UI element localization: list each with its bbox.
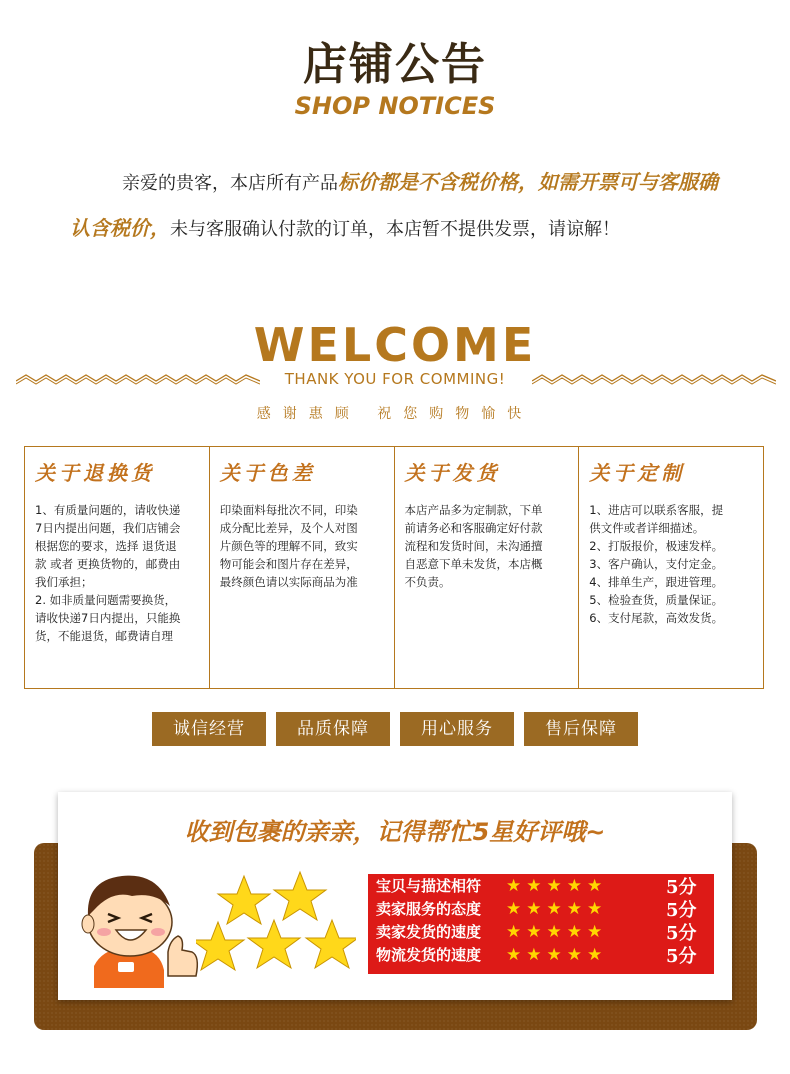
notice-highlight: 标价都是不含税价格，如需开票可与客服确认含税价， (70, 170, 718, 240)
policy-box-returns (25, 447, 210, 688)
badge-after-sales: 售后保障 (524, 712, 638, 746)
policy-box-shipping (395, 447, 580, 688)
page-subtitle: SHOP NOTICES (294, 92, 496, 120)
badge-quality: 品质保障 (276, 712, 390, 746)
rating-row (368, 943, 714, 966)
rating-stars: ★★★★★ (506, 944, 608, 965)
policy-box-text: 本店产品多为定制款，下单 前请务必和客服确定好付款 流程和发货时间，未沟通擅 自恶意下单未发货，本店概 不负责。 (404, 503, 543, 589)
rating-label: 卖家发货的速度 (376, 923, 482, 941)
policy-boxes (24, 446, 764, 689)
rating-stars: ★★★★★ (506, 898, 608, 919)
rating-row (368, 897, 714, 920)
rating-row (368, 874, 714, 897)
rating-table (368, 874, 714, 974)
policy-box-customization (579, 447, 763, 688)
welcome-title: WELCOME (253, 318, 537, 372)
rating-row (368, 920, 714, 943)
notice-text-2: 未与客服确认付款的订单，本店暂不提供发票，请谅解！ (170, 219, 620, 240)
notice-text-1: 亲爱的贵客，本店所有产品 (122, 173, 338, 194)
policy-box-text: 1、进店可以联系客服，提 供文件或者详细描述。 2、打版报价，极速发样。 3、客户确认，支付定金。 4、排单生产，跟进管理。 5、检验查货，质量保证。 6、支付尾款，高效发货。 (589, 503, 724, 625)
policy-box-title: 关于发货 (404, 461, 501, 485)
policy-box-title: 关于定制 (589, 461, 686, 485)
cartoon-boy-thumbs-up-icon (72, 866, 202, 988)
badge-service: 用心服务 (400, 712, 514, 746)
review-title: 收到包裹的亲亲，记得帮忙5星好评哦~ (184, 818, 606, 846)
rating-stars: ★★★★★ (506, 875, 608, 896)
rating-score: 5分 (666, 876, 697, 898)
policy-box-text: 1、有质量问题的，请收快递 7日内提出问题，我们店铺会 根据您的要求，选择 退货退 款 或者 更换货物的，邮费由 我们承担； 2. 如非质量问题需要换货， 请收快递7日内提出，只能换 货，不能退货，邮费请自理 (35, 503, 181, 643)
rating-score: 5分 (666, 945, 697, 967)
rating-label: 物流发货的速度 (376, 946, 482, 964)
rating-label: 宝贝与描述相符 (376, 877, 482, 895)
page-title: 店铺公告 (303, 39, 487, 90)
welcome-greeting: 感谢惠顾 祝您购物愉快 (256, 406, 534, 422)
promise-badges (0, 712, 790, 746)
notice-paragraph (70, 160, 720, 252)
rating-label: 卖家服务的态度 (376, 900, 482, 918)
rating-stars: ★★★★★ (506, 921, 608, 942)
welcome-subtitle: THANK YOU FOR COMMING! (284, 370, 506, 388)
rating-score: 5分 (666, 922, 697, 944)
star-icon (196, 868, 356, 974)
rating-score: 5分 (666, 899, 697, 921)
policy-box-title: 关于色差 (219, 461, 316, 485)
policy-box-text: 印染面料每批次不同，印染 成分配比差异，及个人对图 片颜色等的理解不同，致实 物可能会和图片存在差异， 最终颜色请以实际商品为准 (219, 503, 358, 589)
policy-box-color-difference (210, 447, 395, 688)
badge-integrity: 诚信经营 (152, 712, 266, 746)
policy-box-title: 关于退换货 (35, 461, 155, 485)
